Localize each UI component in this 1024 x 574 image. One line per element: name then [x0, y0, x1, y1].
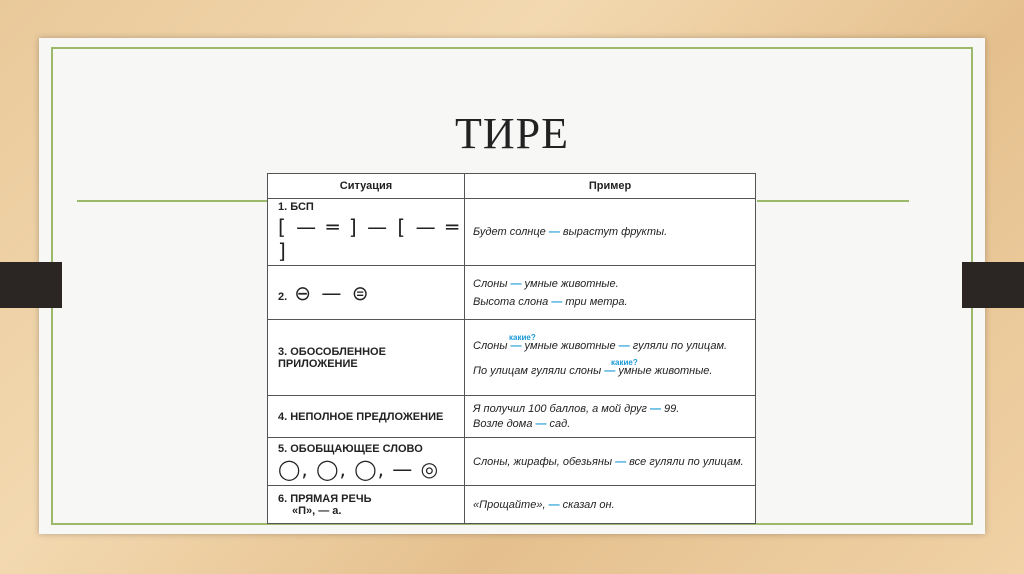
example-text: «Прощайте», — сказал он. — [473, 498, 615, 511]
decor-tab-right — [962, 262, 1024, 308]
situation-label: 1. БСП — [278, 201, 314, 213]
situation-label: 4. НЕПОЛНОЕ ПРЕДЛОЖЕНИЕ — [278, 410, 444, 423]
scheme-subject-predicate: ⊖ — ⊜ — [294, 280, 371, 305]
table-row — [268, 199, 756, 266]
example-text: Слоны — умные животные. — [473, 277, 619, 290]
question-label: какие? — [611, 357, 638, 367]
dash-mark: — — [510, 339, 522, 352]
header-example: Пример — [465, 174, 756, 199]
example-text: Будет солнце — вырастут фрукты. — [473, 226, 668, 238]
scheme-bsp: [ — ═ ] — [ — ═ ] — [278, 215, 460, 263]
table-row — [268, 486, 756, 524]
dash-mark: — — [548, 226, 560, 238]
decor-line-right — [757, 200, 909, 202]
situation-cell — [268, 438, 465, 486]
example-text: По улицам гуляли слоны — умные животные. — [473, 364, 713, 377]
situation-cell — [268, 266, 465, 320]
example-cell — [465, 438, 756, 486]
situation-label: 2. — [278, 290, 288, 303]
table-row — [268, 396, 756, 438]
situation-label: 5. ОБОБЩАЮЩЕЕ СЛОВО — [278, 442, 423, 455]
example-text: Я получил 100 баллов, а мой друг — 99. — [473, 403, 680, 415]
dash-mark: — — [510, 277, 522, 290]
table-row — [268, 266, 756, 320]
example-text: Возле дома — сад. — [473, 418, 571, 430]
situation-label: 6. ПРЯМАЯ РЕЧЬ — [278, 492, 372, 505]
example-text: Слоны — умные животные — гуляли по улицам. — [473, 339, 728, 352]
table-header-row — [268, 174, 756, 199]
scheme-generalizing-word: ◯, ◯, ◯, — ◎ — [278, 456, 440, 481]
dash-rules-table — [267, 173, 756, 524]
table-row — [268, 438, 756, 486]
decor-line-left — [77, 200, 267, 202]
situation-cell — [268, 396, 465, 438]
dash-mark: — — [551, 295, 563, 308]
example-cell — [465, 396, 756, 438]
example-cell — [465, 199, 756, 266]
dash-mark: — — [649, 403, 661, 415]
question-label: какие? — [509, 332, 536, 342]
example-cell — [465, 486, 756, 524]
situation-cell — [268, 486, 465, 524]
header-situation: Ситуация — [268, 174, 465, 199]
dash-mark: — — [604, 364, 616, 377]
dash-mark: — — [618, 339, 630, 352]
example-cell — [465, 320, 756, 396]
situation-cell — [268, 320, 465, 396]
table-row — [268, 320, 756, 396]
example-text: Слоны, жирафы, обезьяны — все гуляли по улицам. — [473, 455, 744, 468]
dash-mark: — — [548, 498, 560, 511]
situation-label: 3. ОБОСОБЛЕННОЕ ПРИЛОЖЕНИЕ — [278, 345, 386, 370]
scheme-direct-speech: «П», — а. — [292, 504, 342, 517]
example-cell — [465, 266, 756, 320]
example-text: Высота слона — три метра. — [473, 295, 628, 308]
slide-title: ТИРЕ — [455, 109, 569, 158]
decor-tab-left — [0, 262, 62, 308]
dash-mark: — — [615, 455, 627, 468]
situation-cell — [268, 199, 465, 266]
dash-mark: — — [535, 418, 547, 430]
